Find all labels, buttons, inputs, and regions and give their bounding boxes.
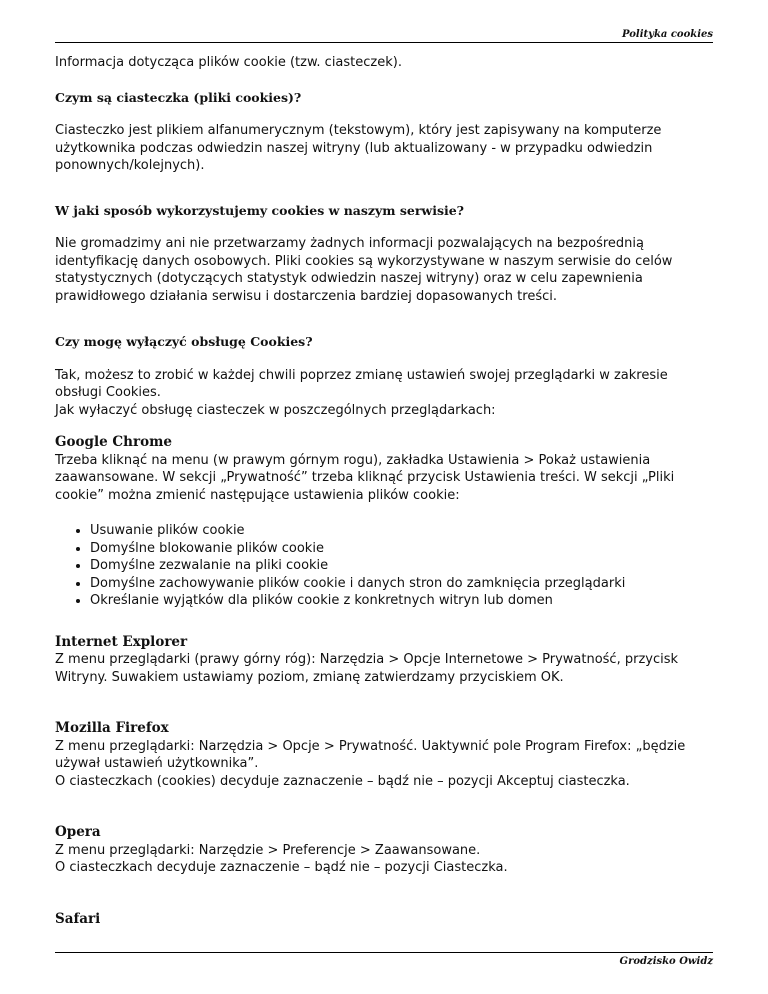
heading-safari: Safari	[55, 910, 101, 927]
intro-text: Informacja dotycząca plików cookie (tzw. ciasteczek).	[55, 55, 402, 70]
text-disable-per-browser: Jak wyłaczyć obsługę ciasteczek w poszczególnych przeglądarkach:	[55, 402, 496, 418]
text-opera-2: O ciasteczkach decyduje zaznaczenie – bądź nie – pozycji Ciasteczka.	[55, 860, 508, 875]
text-disable-cookies: Tak, możesz to zrobić w każdej chwili poprzez zmianę ustawień swojej przeglądarki w zakresie obsługi Cookies.	[55, 367, 668, 400]
text-internet-explorer: Z menu przeglądarki (prawy górny róg): Narzędzia > Opcje Internetowe > Prywatność, przycisk Witryny. Suwakiem ustawiamy poziom, zmianę zatwierdzamy przyciskiem OK.	[55, 652, 679, 685]
list-item: • Określanie wyjątków dla plików cookie z konkretnych witryn lub domen	[90, 592, 715, 610]
text-how-we-use-cookies: Nie gromadzimy ani nie przetwarzamy żadnych informacji pozwalających na bezpośrednią identyfikację danych osobowych. Pliki cookies są wykorzystywane w naszym serwisie do celów statystycznych (dotyczących statystyk odwiedzin naszej witryny) oraz w celu zapewnienia prawidłowego działania serwisu i dostarczenia bardziej dopasowanych treści.	[55, 236, 673, 304]
document-body	[55, 54, 715, 928]
chrome-settings-list	[55, 522, 715, 610]
list-item: • Usuwanie plików cookie	[90, 522, 715, 540]
list-item: • Domyślne blokowanie plików cookie	[90, 540, 715, 558]
text-opera-1: Z menu przeglądarki: Narzędzie > Preferencje > Zaawansowane.	[55, 842, 481, 858]
text-firefox-1: Z menu przeglądarki: Narzędzia > Opcje > Prywatność. Uaktywnić pole Program Firefox: „będzie używał ustawień użytkownika”.	[55, 738, 686, 771]
page-header-title: Polityka cookies	[622, 29, 713, 40]
header-rule	[55, 42, 713, 43]
page-footer-text: Grodzisko Owidz	[619, 956, 713, 967]
text-what-are-cookies: Ciasteczko jest plikiem alfanumerycznym (tekstowym), który jest zapisywany na komputerze użytkownika podczas odwiedzin naszej witryny (lub aktualizowany - w przypadku odwiedzin ponownych/kolejnych).	[55, 123, 662, 173]
heading-opera: Opera	[55, 824, 101, 840]
list-item: • Domyślne zezwalanie na pliki cookie	[90, 557, 715, 575]
heading-how-we-use-cookies: W jaki sposób wykorzystujemy cookies w naszym serwisie?	[55, 202, 465, 218]
heading-firefox: Mozilla Firefox	[55, 720, 169, 736]
list-item: • Domyślne zachowywanie plików cookie i danych stron do zamknięcia przeglądarki	[90, 575, 715, 593]
text-chrome: Trzeba kliknąć na menu (w prawym górnym rogu), zakładka Ustawienia > Pokaż ustawienia zaawansowane. W sekcji „Prywatność” trzeba kliknąć przycisk Ustawienia treści. W sekcji „Pliki cookie” można zmienić następujące ustawienia plików cookie:	[55, 452, 675, 503]
text-firefox-2: O ciasteczkach (cookies) decyduje zaznaczenie – bądź nie – pozycji Akceptuj ciasteczka.	[55, 773, 630, 789]
heading-disable-cookies: Czy mogę wyłączyć obsługę Cookies?	[55, 334, 313, 349]
heading-what-are-cookies: Czym są ciasteczka (pliki cookies)?	[55, 89, 302, 105]
heading-chrome: Google Chrome	[55, 434, 172, 450]
footer-rule	[55, 952, 713, 953]
heading-internet-explorer: Internet Explorer	[55, 633, 188, 650]
